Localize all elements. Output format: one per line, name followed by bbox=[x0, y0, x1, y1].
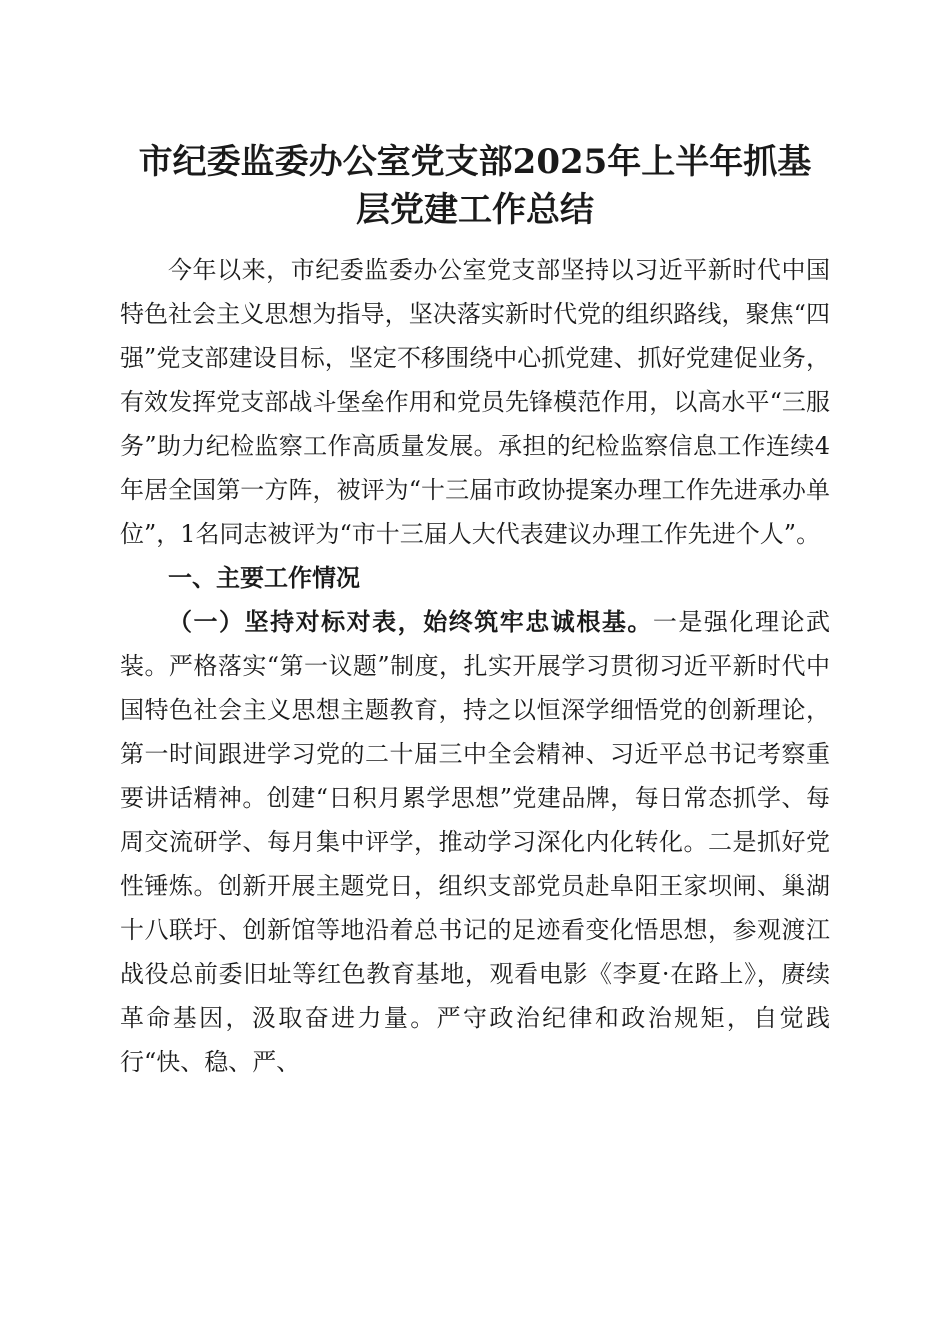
document-body bbox=[120, 248, 830, 1084]
subsection-paragraph bbox=[120, 600, 830, 1084]
title-line-2: 层党建工作总结 bbox=[356, 190, 594, 230]
document-title bbox=[120, 138, 830, 234]
subsection-text: 一是强化理论武装。严格落实“第一议题”制度，扎实开展学习贯彻习近平新时代中国特色社会主义思想主题教育，持之以恒深学细悟党的创新理论，第一时间跟进学习党的二十届三中全会精神、习近平总书记考察重要讲话精神。创建“日积月累学思想”党建品牌，每日常态抓学、每周交流研学、每月集中评学，推动学习深化内化转化。二是抓好党性锤炼。创新开展主题党日，组织支部党员赴阜阳王家坝闸、巢湖十八联圩、创新馆等地沿着总书记的足迹看变化悟思想，参观渡江战役总前委旧址等红色教育基地，观看电影《李夏·在路上》，赓续革命基因，汲取奋进力量。严守政治纪律和政治规矩，自觉践行“快、稳、严、 bbox=[120, 608, 831, 1076]
title-line-1: 市纪委监委办公室党支部2025年上半年抓基 bbox=[138, 142, 812, 182]
section-heading: 一、主要工作情况 bbox=[168, 564, 360, 592]
subsection-lead: （一）坚持对标对表，始终筑牢忠诚根基。 bbox=[168, 607, 653, 636]
intro-paragraph: 今年以来，市纪委监委办公室党支部坚持以习近平新时代中国特色社会主义思想为指导，坚决落实新时代党的组织路线，聚焦“四强”党支部建设目标，坚定不移围绕中心抓党建、抓好党建促业务，有效发挥党支部战斗堡垒作用和党员先锋模范作用，以高水平“三服务”助力纪检监察工作高质量发展。承担的纪检监察信息工作连续4年居全国第一方阵，被评为“十三届市政协提案办理工作先进承办单位”，1名同志被评为“市十三届人大代表建议办理工作先进个人”。 bbox=[120, 256, 830, 548]
